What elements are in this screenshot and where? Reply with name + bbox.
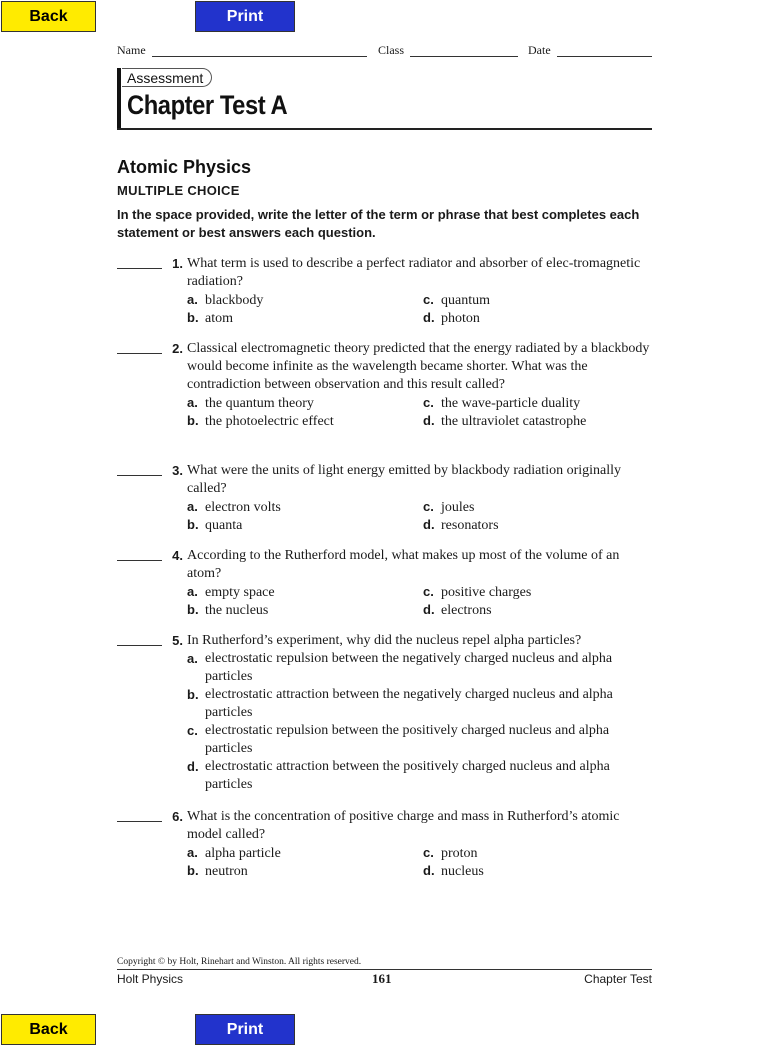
assessment-tag: Assessment xyxy=(122,68,212,87)
option-c: c. the wave-particle duality xyxy=(423,395,581,411)
option-a: a. electron volts xyxy=(187,499,281,515)
question-number: 3. xyxy=(172,463,183,478)
option-b: b. quanta xyxy=(187,517,243,533)
header-accent-bar xyxy=(117,68,121,130)
instructions: In the space provided, write the letter of the term or phrase that best completes each statement or best answers each question. xyxy=(117,207,640,240)
name-line xyxy=(152,56,367,57)
class-line xyxy=(410,56,518,57)
question-number: 1. xyxy=(172,256,183,271)
question-stem: Classical electromagnetic theory predicted that the energy radiated by a blackbody would become infinite as the wavelength became shorter. What was the contradiction between observation and this result called? xyxy=(187,341,650,392)
page-title: Chapter Test A xyxy=(127,90,288,120)
option-a: a. empty space xyxy=(187,584,275,600)
options xyxy=(187,844,657,880)
option-b: b. the nucleus xyxy=(187,602,269,618)
date-line xyxy=(557,56,652,57)
option-d: d. the ultraviolet catastrophe xyxy=(423,413,587,429)
option-b: b. electrostatic attraction between the negatively charged nucleus and alpha particles xyxy=(187,687,613,720)
footer-book-title: Holt Physics xyxy=(117,972,184,986)
footer-section: Chapter Test xyxy=(584,972,652,986)
option-b: b. atom xyxy=(187,310,233,326)
question-stem: What term is used to describe a perfect radiator and absorber of elec-tromagnetic radiation? xyxy=(187,256,641,289)
back-button[interactable]: Back xyxy=(1,1,96,32)
option-a: a. electrostatic repulsion between the negatively charged nucleus and alpha particles xyxy=(187,651,613,684)
question-3 xyxy=(117,462,657,534)
question-number: 2. xyxy=(172,341,183,356)
option-d: d. resonators xyxy=(423,517,499,533)
footer-divider xyxy=(117,969,652,970)
question-2 xyxy=(117,340,657,430)
answer-blank[interactable] xyxy=(117,645,162,646)
copyright-notice: Copyright © by Holt, Rinehart and Winston. All rights reserved. xyxy=(117,957,362,967)
question-6 xyxy=(117,808,657,880)
option-a: a. alpha particle xyxy=(187,845,281,861)
class-label: Class xyxy=(378,43,405,57)
name-label: Name xyxy=(117,43,146,57)
options xyxy=(187,498,657,534)
page-number: 161 xyxy=(372,971,392,986)
print-button[interactable]: Print xyxy=(195,1,295,32)
option-d: d. electrons xyxy=(423,602,492,618)
option-c: c. joules xyxy=(423,499,475,515)
option-d: d. photon xyxy=(423,310,480,326)
option-d: d. electrostatic attraction between the positively charged nucleus and alpha particles xyxy=(187,759,610,792)
answer-blank[interactable] xyxy=(117,475,162,476)
option-a: a. blackbody xyxy=(187,292,264,308)
option-c: c. positive charges xyxy=(423,584,532,600)
question-stem: What is the concentration of positive charge and mass in Rutherford’s atomic model called? xyxy=(187,809,620,842)
question-number: 6. xyxy=(172,809,183,824)
question-stem: According to the Rutherford model, what makes up most of the volume of an atom? xyxy=(187,548,620,581)
question-number: 4. xyxy=(172,548,183,563)
options xyxy=(187,394,657,430)
option-b: b. the photoelectric effect xyxy=(187,413,334,429)
question-4 xyxy=(117,547,657,619)
option-b: b. neutron xyxy=(187,863,248,879)
print-button-bottom[interactable]: Print xyxy=(195,1014,295,1045)
back-button-bottom[interactable]: Back xyxy=(1,1014,96,1045)
answer-blank[interactable] xyxy=(117,821,162,822)
options xyxy=(187,583,657,619)
date-label: Date xyxy=(528,43,551,57)
name-class-date-row xyxy=(117,43,652,59)
answer-blank[interactable] xyxy=(117,560,162,561)
question-1 xyxy=(117,255,657,327)
section-type: MULTIPLE CHOICE xyxy=(117,183,240,198)
option-c: c. proton xyxy=(423,845,478,861)
section-title: Atomic Physics xyxy=(117,157,252,177)
option-c: c. quantum xyxy=(423,292,490,308)
answer-blank[interactable] xyxy=(117,268,162,269)
options xyxy=(187,650,657,794)
question-number: 5. xyxy=(172,633,183,648)
option-c: c. electrostatic repulsion between the positively charged nucleus and alpha particles xyxy=(187,723,610,756)
answer-blank[interactable] xyxy=(117,353,162,354)
options xyxy=(187,291,657,327)
title-divider xyxy=(117,128,652,130)
option-d: d. nucleus xyxy=(423,863,484,879)
question-stem: In Rutherford’s experiment, why did the nucleus repel alpha particles? xyxy=(187,633,582,648)
question-stem: What were the units of light energy emitted by blackbody radiation originally called? xyxy=(187,463,622,496)
question-5 xyxy=(117,632,657,794)
option-a: a. the quantum theory xyxy=(187,395,314,411)
